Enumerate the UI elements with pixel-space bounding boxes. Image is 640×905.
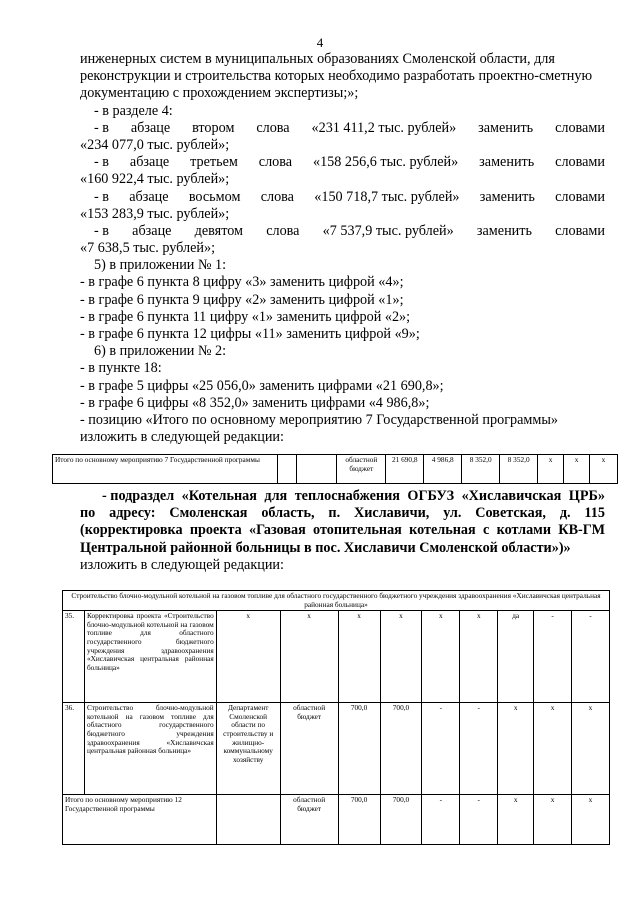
row-description: Строительство блочно-модульной котельной на газовом топливе для областного государственного бюджетного учреждения здравоохранения «Хиславичская центральная районная больница» <box>84 703 216 795</box>
value-cell: 700,0 <box>338 795 380 845</box>
appendix2-position: - позицию «Итого по основному мероприятию 7 Государственной программы» <box>80 411 559 428</box>
source-cell: областной бюджет <box>280 703 338 795</box>
value-cell: - <box>460 795 498 845</box>
appendix2-position-cont: изложить в следующей редакции: <box>80 429 284 446</box>
value-cell: 4 986,8 <box>424 455 462 484</box>
value-cell: х <box>534 795 572 845</box>
text-line: реконструкции и строительства которых необходимо разработать проектно-сметную <box>80 68 593 85</box>
executor-cell: Департамент Смоленской области по строительству и жилищно-коммунальному хозяйству <box>216 703 280 795</box>
value-cell: - <box>460 703 498 795</box>
value-cell: да <box>498 611 534 703</box>
section4-intro: - в разделе 4: <box>94 102 173 119</box>
value-cell: - <box>534 611 572 703</box>
row-number: 35. <box>63 611 85 703</box>
value-cell: х <box>534 703 572 795</box>
table-row <box>63 703 610 795</box>
text-line: документацию с прохождением экспертизы;»; <box>80 85 359 102</box>
document-body <box>80 51 605 446</box>
source-cell: областной бюджет <box>337 455 386 484</box>
subsection-line: - подраздел «Котельная для теплоснабжения ОГБУЗ «Хиславичская ЦРБ» <box>102 488 605 504</box>
value-cell: х <box>564 455 590 484</box>
value-cell: х <box>460 611 498 703</box>
total-table-7 <box>52 454 618 484</box>
appendix2-item: - в графе 6 цифры «8 352,0» заменить цифрами «4 986,8»; <box>80 394 430 411</box>
value-cell: 8 352,0 <box>462 455 500 484</box>
text-line: инженерных систем в муниципальных образованиях Смоленской области, для <box>80 51 555 67</box>
subsection-text <box>80 488 605 574</box>
source-cell: областной бюджет <box>280 795 338 845</box>
value-cell: - <box>422 703 460 795</box>
table-row <box>63 611 610 703</box>
value-cell: х <box>538 455 564 484</box>
appendix1-item: - в графе 6 пункта 8 цифру «3» заменить цифрой «4»; <box>80 274 404 291</box>
value-cell: - <box>572 611 610 703</box>
empty-cell <box>277 455 297 484</box>
subsection-after: изложить в следующей редакции: <box>80 556 284 573</box>
row-number: 36. <box>63 703 85 795</box>
subsection-line: по адресу: Смоленская область, п. Хиславичи, ул. Советская, д. 115 <box>80 505 605 522</box>
replacement-line: - в абзаце втором слова «231 411,2 тыс. рублей» заменить словами <box>94 119 605 136</box>
total-label: Итого по основному мероприятию 7 Государственной программы <box>53 455 278 484</box>
value-cell: х <box>498 703 534 795</box>
source-cell: х <box>280 611 338 703</box>
row-description: Корректировка проекта «Строительство блочно-модульной котельной на газовом топливе для областного государственного бюджетного учреждения здравоохранения «Хиславичская центральная районная больница» <box>84 611 216 703</box>
total-label: Итого по основному мероприятию 12 Государственной программы <box>63 795 217 845</box>
value-cell: 700,0 <box>380 795 422 845</box>
value-cell: - <box>422 795 460 845</box>
value-cell: х <box>572 703 610 795</box>
appendix1-item: - в графе 6 пункта 9 цифру «2» заменить цифрой «1»; <box>80 291 404 308</box>
replacement-line: - в абзаце восьмом слова «150 718,7 тыс. рублей» заменить словами <box>94 188 605 205</box>
replacement-value: «234 077,0 тыс. рублей»; <box>80 136 230 153</box>
page-number: 4 <box>316 35 324 50</box>
executor-cell: х <box>216 611 280 703</box>
value-cell: 700,0 <box>338 703 380 795</box>
replacement-value: «160 922,4 тыс. рублей»; <box>80 171 230 188</box>
table-row <box>63 591 610 611</box>
value-cell: х <box>572 795 610 845</box>
appendix2-title: 6) в приложении № 2: <box>94 343 227 360</box>
value-cell: х <box>338 611 380 703</box>
replacement-value: «7 638,5 тыс. рублей»; <box>80 240 216 257</box>
value-cell: х <box>498 795 534 845</box>
replacement-line: - в абзаце девятом слова «7 537,9 тыс. рублей» заменить словами <box>94 222 605 239</box>
replacement-line: - в абзаце третьем слова «158 256,6 тыс. рублей» заменить словами <box>94 154 605 171</box>
value-cell: х <box>380 611 422 703</box>
appendix1-title: 5) в приложении № 1: <box>94 257 227 274</box>
appendix2-item: - в графе 5 цифры «25 056,0» заменить цифрами «21 690,8»; <box>80 377 444 394</box>
table-row <box>53 455 618 484</box>
subsection-line: Центральной районной больницы в пос. Хиславичи Смоленской области»)» <box>80 539 571 556</box>
value-cell: 700,0 <box>380 703 422 795</box>
empty-cell <box>216 795 280 845</box>
table-row <box>63 795 610 845</box>
replacement-value: «153 283,9 тыс. рублей»; <box>80 205 230 222</box>
subsection-line: (корректировка проекта «Газовая отопительная котельная с котлами КВ-ГМ <box>80 522 605 539</box>
table-header: Строительство блочно-модульной котельной на газовом топливе для областного государственного бюджетного учреждения здравоохранения «Хиславичская центральная районная больница» <box>63 591 610 611</box>
appendix2-item: - в пункте 18: <box>80 360 162 377</box>
empty-cell <box>297 455 337 484</box>
appendix1-item: - в графе 6 пункта 12 цифры «11» заменить цифрой «9»; <box>80 326 420 342</box>
boiler-table <box>62 590 610 845</box>
appendix1-item: - в графе 6 пункта 11 цифру «1» заменить цифрой «2»; <box>80 308 411 325</box>
value-cell: х <box>422 611 460 703</box>
value-cell: х <box>590 455 618 484</box>
value-cell: 21 690,8 <box>386 455 424 484</box>
value-cell: 8 352,0 <box>500 455 538 484</box>
